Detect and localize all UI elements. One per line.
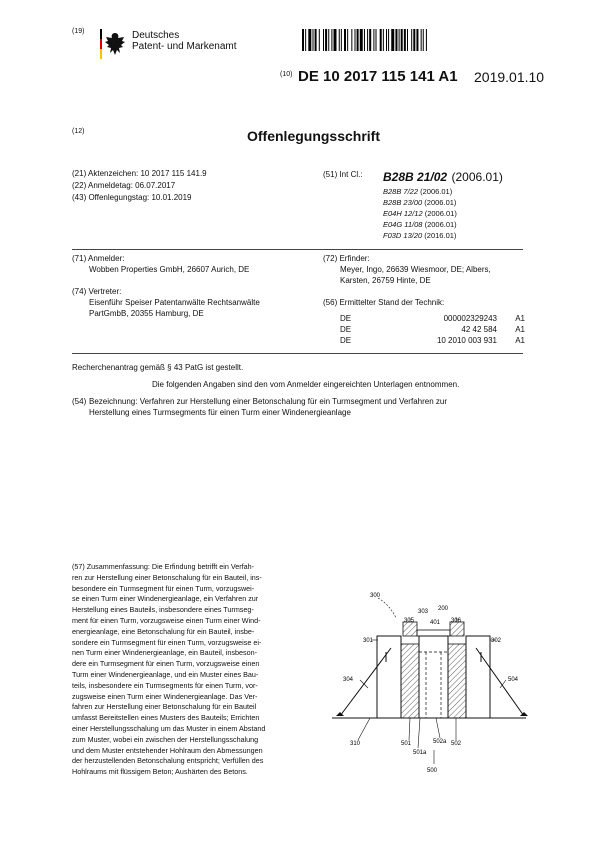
patent-figure bbox=[328, 585, 528, 785]
ref-301: 301 bbox=[363, 638, 374, 644]
abstract-line: Turm einer Windenergieanlage, und ein Muster eines Bau- bbox=[72, 669, 259, 679]
divider-bottom bbox=[72, 353, 523, 354]
abstract-line: sondere ein Turmsegment für einen Turm, vorzugsweise ei- bbox=[72, 637, 262, 647]
abstract-line: dere ein Turmsegment für einen Turm, vorzugsweise einen bbox=[72, 659, 260, 669]
abstract-line: ment für einen Turm, vorzugsweise einen Turm einer Wind- bbox=[72, 615, 261, 625]
ipc-other-classes bbox=[383, 186, 457, 241]
prior-art-row: DE 10 2010 003 931 A1 bbox=[340, 336, 525, 345]
barcode-bar bbox=[373, 29, 374, 51]
top-part-left bbox=[403, 622, 417, 636]
ref-304: 304 bbox=[343, 677, 354, 683]
abstract-line: teils, insbesondere ein Turmsegments für einen Turm, vor- bbox=[72, 680, 258, 690]
prior-art-label: (56) Ermittelter Stand der Technik: bbox=[323, 298, 445, 307]
prior-art-row: DE 000002329243 A1 bbox=[340, 314, 525, 323]
applicant-info-note: Die folgenden Angaben sind den vom Anmelder eingereichten Unterlagen entnommen. bbox=[152, 380, 460, 389]
barcode-bar bbox=[395, 29, 397, 51]
abstract-line: zugsweise einen Turm einer Windenergieanlage. Das Ver- bbox=[72, 691, 258, 701]
barcode-bar bbox=[347, 29, 348, 51]
ipc-main-class: B28B 21/02 bbox=[383, 170, 448, 184]
barcode-bar bbox=[407, 29, 408, 51]
ref-502: 502 bbox=[451, 741, 462, 747]
publication-date: 2019.01.10 bbox=[474, 69, 545, 85]
ipc-main bbox=[383, 168, 503, 186]
barcode-bar bbox=[325, 29, 327, 51]
formwork-wall-left bbox=[377, 636, 401, 718]
ipc-class-row: F03D 13/20 (2016.01) bbox=[383, 231, 457, 240]
barcode-bar bbox=[380, 29, 382, 51]
ref-302: 302 bbox=[491, 638, 502, 644]
barcode-bar bbox=[421, 29, 422, 51]
barcode-bar bbox=[388, 29, 389, 51]
filing-date: (22) Anmeldetag: 06.07.2017 bbox=[72, 181, 176, 190]
federal-eagle-logo bbox=[100, 29, 128, 61]
barcode-bar bbox=[386, 29, 387, 51]
barcode-bar bbox=[364, 29, 365, 51]
barcode-bar bbox=[357, 29, 359, 51]
representative-line-1: Eisenführ Speiser Patentanwälte Rechtsanwälte bbox=[89, 298, 260, 307]
barcode-bar bbox=[355, 29, 356, 51]
barcode-bar bbox=[313, 29, 314, 51]
barcode-bar bbox=[341, 29, 342, 51]
barcode-bar bbox=[344, 29, 346, 51]
inventor-label: (72) Erfinder: bbox=[323, 254, 370, 263]
inid-code-54: (54) bbox=[72, 397, 87, 406]
barcode-bar bbox=[426, 29, 427, 51]
barcode-bar bbox=[308, 29, 311, 51]
inid-code-10: (10) bbox=[280, 71, 293, 78]
abstract-line: Hohlraums mit flüssigem Beton; Aushärten des Betons. bbox=[72, 767, 248, 777]
top-part-right bbox=[450, 622, 464, 636]
inid-code-19: (19) bbox=[72, 28, 85, 35]
divider-top bbox=[72, 249, 523, 250]
ipc-class-row: B28B 7/22 (2006.01) bbox=[383, 187, 453, 196]
representative-line-2: PartGmbB, 20355 Hamburg, DE bbox=[89, 309, 204, 318]
abstract-line: energieanlage, eine Betonschalung für ein Bauteil, insbe- bbox=[72, 626, 255, 636]
application-number: (21) Aktenzeichen: 10 2017 115 141.9 bbox=[72, 169, 207, 178]
prior-art-row: DE 42 42 584 A1 bbox=[340, 325, 525, 334]
abstract bbox=[72, 562, 312, 778]
ref-305: 305 bbox=[404, 618, 415, 624]
title-line-1: Bezeichnung: Verfahren zur Herstellung einer Betonschalung für ein Turmsegment und Verfahren zur bbox=[89, 397, 447, 406]
ref-310: 310 bbox=[350, 741, 361, 747]
ipc-class-row: E04G 11/08 (2006.01) bbox=[383, 220, 457, 229]
patent-office-name bbox=[132, 30, 237, 52]
barcode-bar bbox=[323, 29, 324, 51]
abstract-line: nen Turm einer Windenergieanlage, ein Bauteil, insbeson- bbox=[72, 648, 257, 658]
barcode-bar bbox=[351, 29, 352, 51]
concrete-left bbox=[401, 644, 419, 718]
barcode-bar bbox=[376, 29, 377, 51]
inventor-line-2: Karsten, 26759 Hinte, DE bbox=[340, 276, 431, 285]
barcode-bar bbox=[367, 29, 368, 51]
barcode-bar bbox=[413, 29, 415, 51]
ref-306: 306 bbox=[451, 618, 462, 624]
ipc-class-row: E04H 12/12 (2006.01) bbox=[383, 209, 457, 218]
barcode bbox=[302, 29, 524, 51]
ref-300: 300 bbox=[370, 593, 381, 599]
ref-303: 303 bbox=[418, 609, 429, 615]
barcode-bar bbox=[319, 29, 320, 51]
abstract-line: umfasst Bereitstellen eines Musters des Bauteils; Errichten bbox=[72, 713, 260, 723]
ref-200: 200 bbox=[438, 606, 449, 612]
barcode-bar bbox=[411, 29, 412, 51]
office-line-1: Deutsches bbox=[132, 30, 180, 41]
inventor-line-1: Meyer, Ingo, 26639 Wiesmoor, DE; Albers, bbox=[340, 265, 491, 274]
applicant-label: (71) Anmelder: bbox=[72, 254, 125, 263]
barcode-bar bbox=[360, 29, 363, 51]
abstract-line: und dem Muster entstehender Hohlraum den Abmessungen bbox=[72, 745, 263, 755]
formwork-wall-right bbox=[466, 636, 490, 718]
barcode-bar bbox=[369, 29, 371, 51]
abstract-line: zum Muster, wobei ein zwischen der Herstellungsschalung bbox=[72, 734, 259, 744]
search-request-note: Recherchenantrag gemäß § 43 PatG ist gestellt. bbox=[72, 363, 244, 372]
barcode-bar bbox=[315, 29, 317, 51]
inid-code-12: (12) bbox=[72, 128, 85, 135]
prior-art-table bbox=[340, 313, 525, 346]
abstract-line: (57) Zusammenfassung: Die Erfindung betrifft ein Verfah- bbox=[72, 562, 255, 571]
barcode-bar bbox=[331, 29, 332, 51]
concrete-right bbox=[448, 644, 466, 718]
publication-day: (43) Offenlegungstag: 10.01.2019 bbox=[72, 193, 192, 202]
publication-number: DE 10 2017 115 141 A1 bbox=[298, 68, 458, 85]
ipc-class-row: B28B 23/00 (2006.01) bbox=[383, 198, 457, 207]
ref-504: 504 bbox=[508, 677, 519, 683]
abstract-line: besondere ein Turmsegment für einen Turm, vorzugswei- bbox=[72, 583, 255, 593]
ref-501a: 501a bbox=[413, 750, 427, 756]
ref-502a: 502a bbox=[433, 739, 447, 745]
barcode-bar bbox=[404, 29, 406, 51]
model-pattern bbox=[419, 636, 448, 718]
barcode-bar bbox=[305, 29, 306, 51]
barcode-bar bbox=[391, 29, 394, 51]
barcode-bar bbox=[328, 29, 329, 51]
ipc-main-version: (2006.01) bbox=[451, 170, 503, 184]
abstract-line: Herstellung eines Bauteils, insbesondere eines Turmseg- bbox=[72, 605, 254, 615]
inid-code-51: (51) Int Cl.: bbox=[323, 170, 363, 179]
barcode-bar bbox=[399, 29, 400, 51]
ref-501: 501 bbox=[401, 741, 412, 747]
abstract-line: ren zur Herstellung einer Betonschalung für ein Bauteil, ins- bbox=[72, 572, 262, 582]
applicant: Wobben Properties GmbH, 26607 Aurich, DE bbox=[89, 265, 250, 274]
barcode-bar bbox=[302, 29, 304, 51]
abstract-line: der herzustellenden Betonschalung entspricht; Verfüllen des bbox=[72, 756, 264, 766]
ref-500: 500 bbox=[427, 768, 438, 774]
barcode-bar bbox=[383, 29, 384, 51]
representative-label: (74) Vertreter: bbox=[72, 287, 122, 296]
abstract-line: se einen Turm einer Windenergieanlage, ein Verfahren zur bbox=[72, 594, 259, 604]
barcode-bar bbox=[416, 29, 418, 51]
barcode-bar bbox=[423, 29, 424, 51]
abstract-line: fahren zur Herstellung einer Betonschalung für ein Bauteil bbox=[72, 702, 257, 712]
title-line-2: Herstellung eines Turmsegments für einen Turm einer Windenergieanlage bbox=[89, 408, 351, 417]
barcode-bar bbox=[334, 29, 337, 51]
office-line-2: Patent- und Markenamt bbox=[132, 41, 237, 52]
ref-401: 401 bbox=[430, 620, 441, 626]
document-type: Offenlegungsschrift bbox=[247, 128, 381, 144]
barcode-bar bbox=[401, 29, 403, 51]
abstract-line: einer Herstellungsschalung um das Muster in einem Abstand bbox=[72, 723, 266, 733]
barcode-bar bbox=[339, 29, 340, 51]
